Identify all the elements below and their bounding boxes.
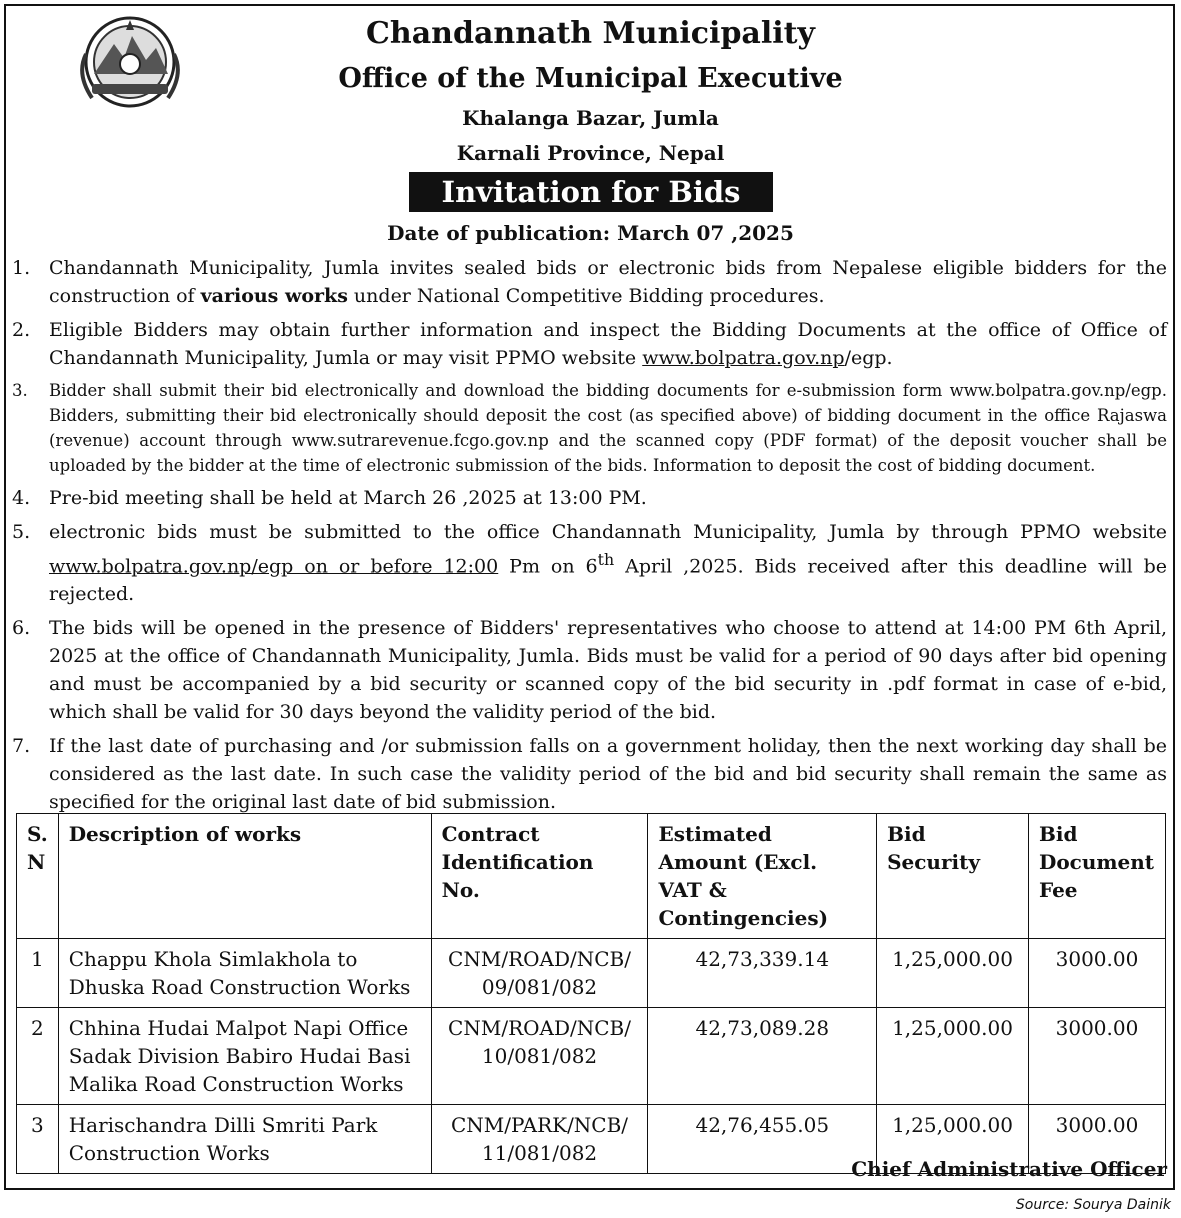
table-cell: Chappu Khola Simlakhola to Dhuska Road Construction Works <box>58 939 431 1008</box>
egp-link[interactable]: www.bolpatra.gov.np/egp on or before 12:00 <box>49 555 499 578</box>
column-header: Estimated Amount (Excl. VAT & Contingencies) <box>648 814 877 939</box>
notice-items <box>12 254 1167 822</box>
table-cell: 1,25,000.00 <box>877 939 1029 1008</box>
item-text: If the last date of purchasing and /or submission falls on a government holiday, then the next working day shall be considered as the last date. In such case the validity period of the bid and bid security shall remain the same as specified for the original last date of bid submission. <box>49 735 1167 814</box>
item-text <box>49 518 1167 608</box>
table-cell: 2 <box>17 1008 59 1105</box>
item-text-sup: th <box>597 550 615 569</box>
item-number: 3. <box>12 381 28 400</box>
item-text-part: Pm on 6 <box>498 555 598 578</box>
item-text-part: Eligible Bidders may obtain further information and inspect the Bidding Documents at the office of Office of Chandannath Municipality, Jumla or may visit PPMO website <box>49 319 1167 369</box>
office-name: Office of the Municipal Executive <box>338 63 843 94</box>
column-header: Bid Security <box>877 814 1029 939</box>
item-number: 1. <box>12 257 31 279</box>
item-text <box>49 254 1167 310</box>
list-item <box>12 614 1167 726</box>
list-item <box>12 484 1167 512</box>
item-text-part: under National Competitive Bidding procedures. <box>347 285 825 307</box>
table-cell: 42,73,339.14 <box>648 939 877 1008</box>
signer-title: Chief Administrative Officer <box>851 1157 1167 1181</box>
item-number: 4. <box>12 487 31 509</box>
column-header: Bid Document Fee <box>1028 814 1165 939</box>
table-cell: 42,73,089.28 <box>648 1008 877 1105</box>
item-text: Bidder shall submit their bid electronically and download the bidding documents for e-submission form www.bolpatra.gov.np/egp. Bidders, submitting their bid electronically should deposit the cost (as specified above) of bidding document in the office Rajaswa (revenue) account through www.sutrarevenue.fcgo.gov.np and the scanned copy (PDF format) of the deposit voucher shall be uploaded by the bidder at the time of electronic submission of the bids. Information to deposit the cost of bidding document. <box>49 381 1167 475</box>
table-cell: CNM/ROAD/NCB/ 09/081/082 <box>431 939 648 1008</box>
works-table <box>16 813 1166 1174</box>
item-text-part: April ,2025. Bids received after this deadline will be rejected. <box>49 555 1168 606</box>
table-header-row <box>17 814 1166 939</box>
table-cell: Chhina Hudai Malpot Napi Office Sadak Division Babiro Hudai Basi Malika Road Construction Works <box>58 1008 431 1105</box>
address-line-1: Khalanga Bazar, Jumla <box>462 106 719 130</box>
list-item <box>12 316 1167 372</box>
table-row <box>17 1008 1166 1105</box>
table-cell: CNM/ROAD/NCB/ 10/081/082 <box>431 1008 648 1105</box>
address-line-2: Karnali Province, Nepal <box>456 141 725 165</box>
column-header: Description of works <box>58 814 431 939</box>
table-cell: 1,25,000.00 <box>877 1105 1029 1174</box>
table-cell: 42,76,455.05 <box>648 1105 877 1174</box>
item-text: The bids will be opened in the presence of Bidders' representatives who choose to attend at 14:00 PM 6th April, 2025 at the office of Chandannath Municipality, Jumla. Bids must be valid for a period of 90 days after bid opening and must be accompanied by a bid security or scanned copy of the bid security in .pdf format in case of e-bid, which shall be valid for 30 days beyond the validity period of the bid. <box>49 617 1167 724</box>
item-text-part: /egp. <box>844 347 893 369</box>
table-cell: CNM/PARK/NCB/ 11/081/082 <box>431 1105 648 1174</box>
list-item <box>12 732 1167 816</box>
list-item <box>12 254 1167 310</box>
item-number: 5. <box>12 521 31 543</box>
item-text-bold: various works <box>200 285 348 307</box>
table-cell: 1 <box>17 939 59 1008</box>
table-cell: 3000.00 <box>1028 939 1165 1008</box>
table-row <box>17 939 1166 1008</box>
table-cell: 3000.00 <box>1028 1008 1165 1105</box>
table-cell: 3 <box>17 1105 59 1174</box>
item-number: 6. <box>12 617 31 640</box>
publication-date: Date of publication: March 07 ,2025 <box>387 221 794 245</box>
item-number: 2. <box>12 319 31 341</box>
ppmo-link[interactable]: www.bolpatra.gov.np <box>642 347 845 369</box>
column-header: S. N <box>17 814 59 939</box>
column-header: Contract Identification No. <box>431 814 648 939</box>
table-cell: 3000.00 <box>1028 1105 1165 1174</box>
item-text-part: electronic bids must be submitted to the office Chandannath Municipality, Jumla by through PPMO website <box>49 521 1167 543</box>
item-text: Pre-bid meeting shall be held at March 26 ,2025 at 13:00 PM. <box>49 487 647 509</box>
list-item <box>12 518 1167 608</box>
list-item <box>12 378 1167 478</box>
table-cell: 1,25,000.00 <box>877 1008 1029 1105</box>
notice-banner: Invitation for Bids <box>409 172 773 212</box>
item-text <box>49 316 1167 372</box>
page-title: Chandannath Municipality <box>366 16 815 51</box>
item-text-part: Chandannath Municipality, Jumla invites sealed bids or electronic bids from Nepalese eligible bidders for the construction of <box>49 257 1167 307</box>
item-number: 7. <box>12 735 31 758</box>
source-credit: Source: Sourya Dainik <box>1015 1197 1171 1213</box>
table-cell: Harischandra Dilli Smriti Park Construction Works <box>58 1105 431 1174</box>
